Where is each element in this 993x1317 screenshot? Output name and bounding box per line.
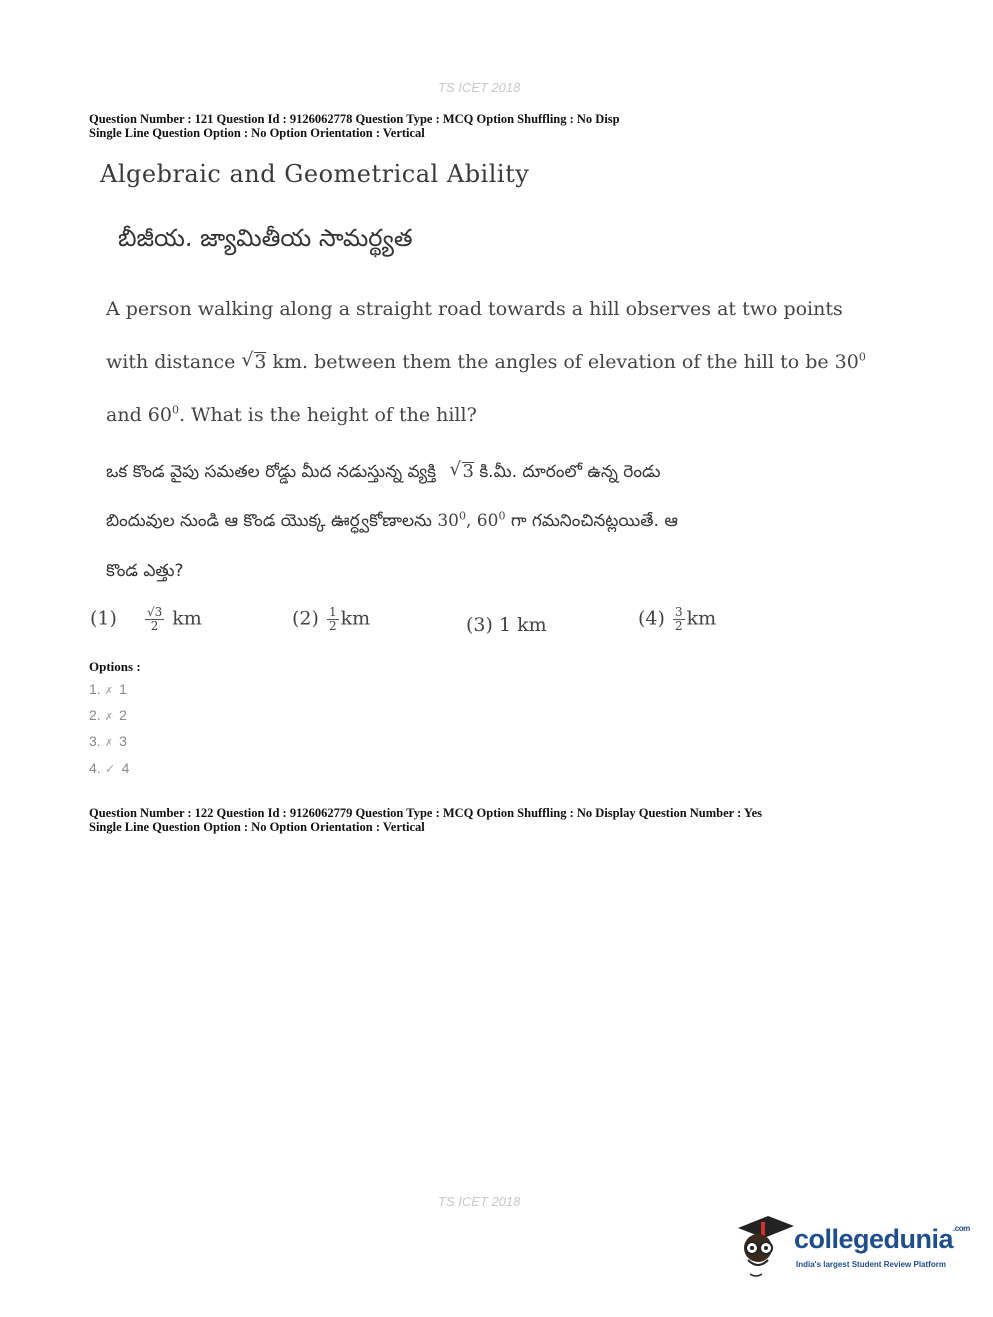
choice-2: (2) $\frac{1}{2}$ km: [292, 605, 371, 633]
check-icon: ✓: [104, 761, 116, 776]
option-row: 3. ✗ 3: [89, 733, 127, 749]
question-text-te-line2: బిందువుల నుండి ఆ కొండ యొక్క ఊర్ధ్వకోణాలను $30^0$, $60^0$ గా గమనించినట్లయితే. ఆ: [106, 509, 678, 531]
option-row: 4. ✓ 4: [89, 760, 130, 776]
section-title-english: Algebraic and Geometrical Ability: [100, 160, 530, 188]
question-text-en-line1: A person walking along a straight road towards a hill observes at two points: [106, 298, 843, 320]
option-row: 1. ✗ 1: [89, 681, 127, 697]
logo-tagline: India's largest Student Review Platform: [796, 1260, 946, 1269]
question-text-te-line3: కొండ ఎత్తు?: [106, 561, 184, 581]
question-text-en-line3: and $60^0$. What is the height of the hill?: [106, 403, 477, 426]
sqrt-symbol: √ 3: [449, 459, 474, 482]
logo-suffix: .com: [953, 1224, 970, 1233]
cross-icon: ✗: [104, 712, 114, 723]
question-meta-line1: Question Number : 122 Question Id : 9126062779 Question Type : MCQ Option Shuffling : No Display Question Number : Yes: [89, 806, 762, 820]
question-meta-line1: Question Number : 121 Question Id : 9126062778 Question Type : MCQ Option Shuffling : No Disp: [89, 112, 620, 126]
section-title-telugu: బీజీయ. జ్యామితీయ సామర్థ్యత: [118, 224, 413, 252]
choice-1: (1) $\frac{√3}{2}$ km: [90, 605, 202, 633]
sqrt-symbol: √ 3: [241, 349, 267, 373]
question-meta-line2: Single Line Question Option : No Option Orientation : Vertical: [89, 126, 425, 140]
question-text-te-line1: ఒక కొండ వైపు సమతల రోడ్డు మీద నడుస్తున్న వ్యక్తి √ 3 కి.మీ. దూరంలో ఉన్న రెండు: [106, 459, 661, 482]
collegedunia-logo: [734, 1210, 970, 1280]
question-meta-line2: Single Line Question Option : No Option Orientation : Vertical: [89, 820, 425, 834]
header-watermark: TS ICET 2018: [438, 80, 521, 95]
question-text-en-line2: with distance √ 3 km. between them the angles of elevation of the hill to be $30^0$: [106, 349, 866, 373]
choice-3: (3) 1 km: [466, 614, 547, 636]
footer-watermark: TS ICET 2018: [438, 1194, 521, 1209]
cross-icon: ✗: [104, 686, 114, 697]
choice-4: (4) $\frac{3}{2}$ km: [638, 605, 717, 633]
mascot-icon: [734, 1210, 794, 1280]
cross-icon: ✗: [104, 738, 114, 749]
options-label: Options :: [89, 659, 141, 674]
option-row: 2. ✗ 2: [89, 707, 127, 723]
logo-name: collegedunia: [794, 1224, 954, 1254]
